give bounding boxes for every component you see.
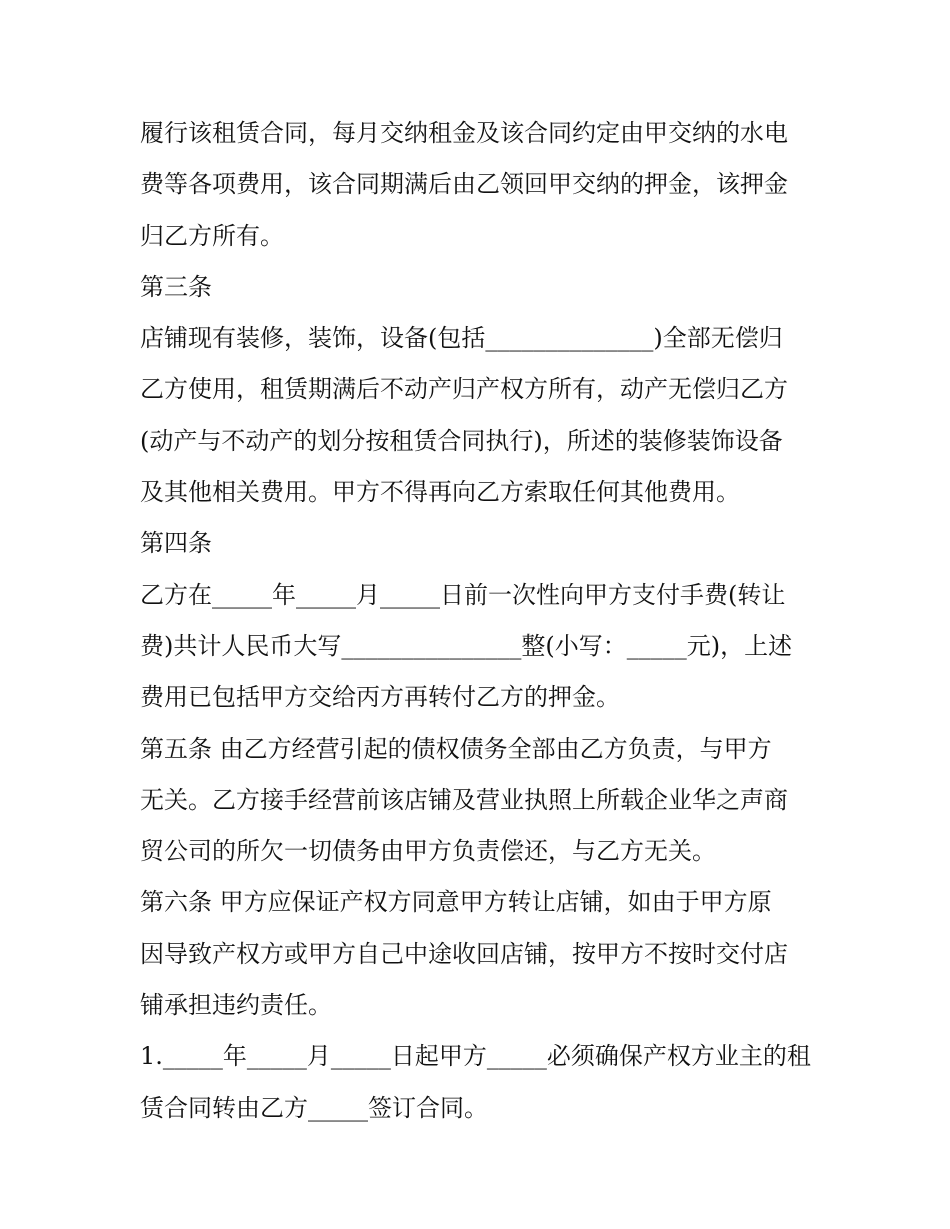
- text-line: 因导致产权方或甲方自己中途收回店铺，按甲方不按时交付店: [140, 939, 788, 968]
- text-line: 乙方使用，租赁期满后不动产归产权方所有，动产无偿归乙方: [140, 375, 788, 404]
- text-line: 及其他相关费用。甲方不得再向乙方索取任何其他费用。: [140, 478, 740, 507]
- document-body: [140, 108, 820, 1134]
- text-line: 店铺现有装修，装饰，设备(包括______________)全部无偿归: [140, 324, 783, 353]
- text-line: 乙方在_____年_____月_____日前一次性向甲方支付手费(转让: [140, 580, 786, 609]
- list-item-1: 1._____年_____月_____日起甲方_____必须确保产权方业主的租: [140, 1042, 811, 1071]
- text-line: 履行该租赁合同，每月交纳租金及该合同约定由甲交纳的水电: [140, 119, 788, 147]
- text-line: 费等各项费用，该合同期满后由乙领回甲交纳的押金，该押金: [140, 170, 788, 199]
- article-heading-4: 第四条: [140, 529, 212, 558]
- text-line: 无关。乙方接手经营前该店铺及营业执照上所载企业华之声商: [140, 785, 788, 814]
- text-line: (动产与不动产的划分按租赁合同执行)，所述的装修装饰设备: [140, 426, 783, 455]
- text-line: 归乙方所有。: [140, 221, 284, 250]
- text-line: 贸公司的所欠一切债务由甲方负责偿还，与乙方无关。: [140, 837, 716, 866]
- article-5-line: 第五条 由乙方经营引起的债权债务全部由乙方负责，与甲方: [140, 734, 772, 763]
- article-6-line: 第六条 甲方应保证产权方同意甲方转让店铺，如由于甲方原: [140, 888, 772, 917]
- text-line: 费用已包括甲方交给丙方再转付乙方的押金。: [140, 683, 620, 712]
- text-line: 铺承担违约责任。: [140, 991, 332, 1020]
- text-line: 费)共计人民币大写_______________整(小写：_____元)，上述: [140, 631, 793, 660]
- text-line: 赁合同转由乙方_____签订合同。: [140, 1093, 488, 1122]
- article-heading-3: 第三条: [140, 272, 212, 301]
